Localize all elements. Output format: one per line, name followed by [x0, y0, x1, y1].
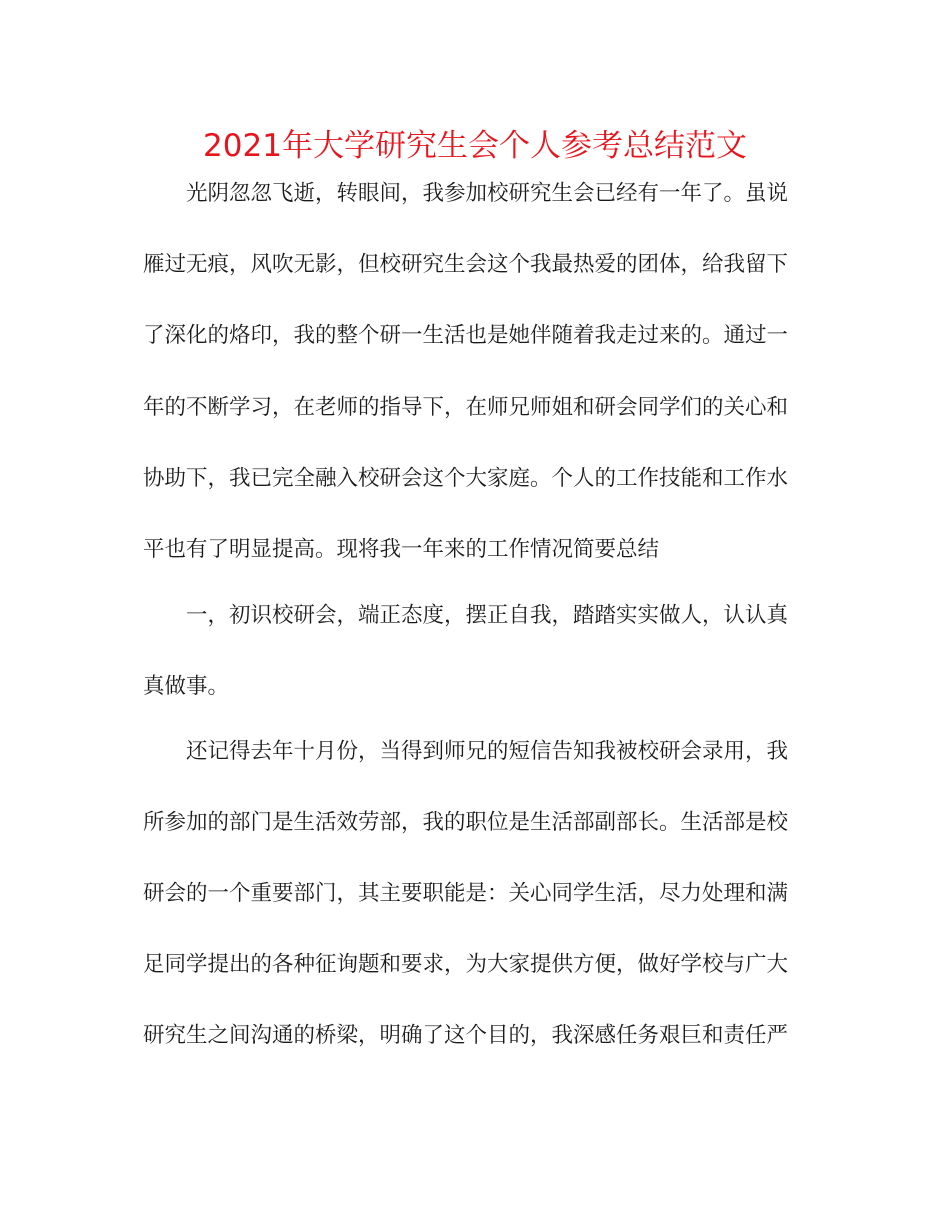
- paragraph-line: 真做事。: [143, 674, 230, 699]
- paragraph-line: 所参加的部门是生活效劳部，我的职位是生活部副部长。生活部是校: [143, 810, 789, 835]
- paragraph-line: 一，初识校研会，端正态度，摆正自我，踏踏实实做人，认认真: [186, 603, 789, 628]
- paragraph-line: 协助下，我已完全融入校研会这个大家庭。个人的工作技能和工作水: [143, 466, 789, 491]
- paragraph-line: 研会的一个重要部门，其主要职能是：关心同学生活，尽力处理和满: [143, 881, 789, 906]
- paragraph-line: 了深化的烙印，我的整个研一生活也是她伴随着我走过来的。通过一: [143, 323, 789, 348]
- paragraph-line: 光阴忽忽飞逝，转眼间，我参加校研究生会已经有一年了。虽说: [186, 181, 789, 206]
- paragraph-line: 平也有了明显提高。现将我一年来的工作情况简要总结: [143, 537, 660, 562]
- paragraph-line: 足同学提出的各种征询题和要求，为大家提供方便，做好学校与广大: [143, 952, 789, 977]
- paragraph-line: 雁过无痕，风吹无影，但校研究生会这个我最热爱的团体，给我留下: [143, 252, 789, 277]
- paragraph-line: 还记得去年十月份，当得到师兄的短信告知我被校研会录用，我: [186, 739, 789, 764]
- paragraph-line: 研究生之间沟通的桥梁，明确了这个目的，我深感任务艰巨和责任严: [143, 1023, 789, 1048]
- paragraph-line: 年的不断学习，在老师的指导下，在师兄师姐和研会同学们的关心和: [143, 395, 789, 420]
- document-title: 2021年大学研究生会个人参考总结范文: [203, 128, 747, 164]
